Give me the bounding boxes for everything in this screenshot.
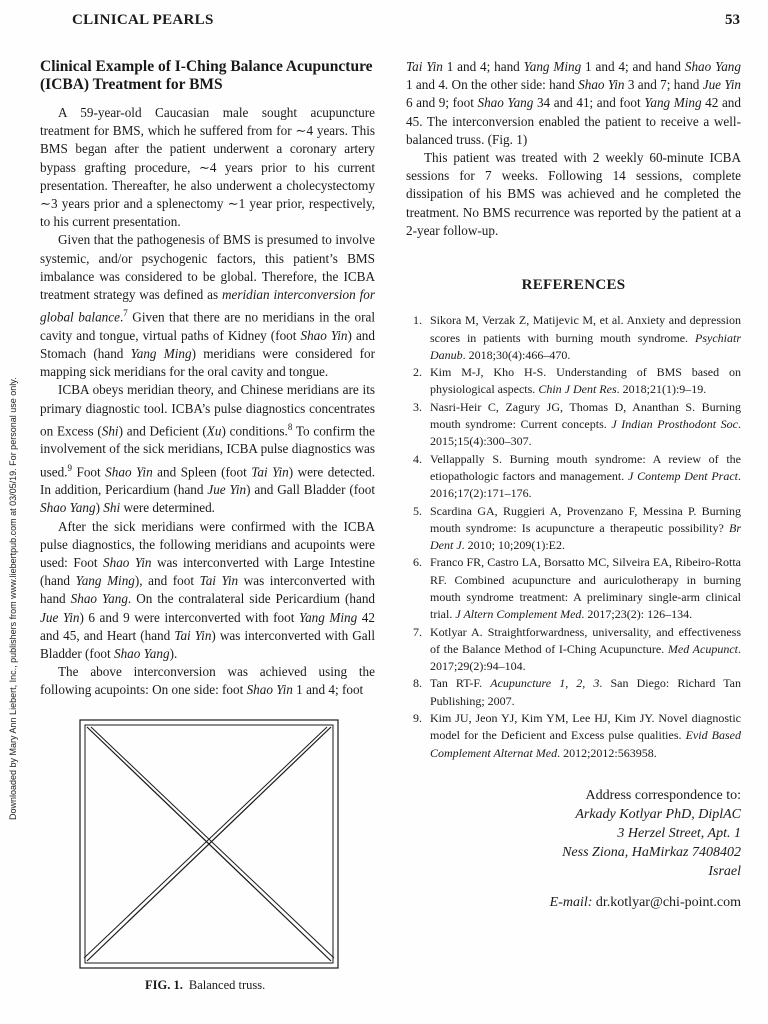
citation-9: 9 <box>67 462 72 473</box>
reference-item: 2. Kim M-J, Kho H-S. Understanding of BMS based on physiological aspects. Chin J Dent Res. 2018;21(1):9–19. <box>413 365 741 397</box>
address-line: Israel <box>708 863 741 879</box>
citation-7: 7 <box>123 308 128 319</box>
email-label: E-mail: <box>549 894 593 910</box>
email-line <box>406 893 741 912</box>
reference-item: 9. Kim JU, Jeon YJ, Kim YM, Lee HJ, Kim JY. Novel diagnostic model for the Deficient and Excess pulse qualities. Evid Based Complement Alternat Med. 2012;2012:563958. <box>413 711 741 760</box>
truss-diagonal-1b <box>91 727 334 958</box>
figure-caption <box>145 978 265 993</box>
running-header <box>72 12 740 34</box>
email-address[interactable]: dr.kotlyar@chi-point.com <box>595 894 741 910</box>
correspondence-address <box>406 786 741 912</box>
figure-label: FIG. 1. <box>145 978 183 992</box>
paragraph-4: After the sick meridians were confirmed with the ICBA pulse diagnostics, the following meridians and acupoints were used: Foot Shao Yin was interconverted with Large Intestine (hand Yang Ming), and foot Tai Yin was interconverted with hand Shao Yang. On the contralateral side Pericardium (hand Jue Yin) 6 and 9 were interconverted with foot Yang Ming 42 and 45, and Heart (hand Tai Yin) was interconverted with Gall Bladder (foot Shao Yang). <box>40 518 376 662</box>
download-notice-text: Downloaded by Mary Ann Liebert, Inc., publishers from www.liebertpub.com at 03/05/19. For personal use only. <box>8 377 18 820</box>
figure-caption-text: Balanced truss. <box>188 978 266 992</box>
paragraph-6: This patient was treated with 2 weekly 60-minute ICBA sessions for 7 weeks. Following 14 sessions, complete dissipation of his BMS was achieved and he completed the treatment. No BMS recurrence was reported by the patient at a 2-year follow-up. <box>406 150 741 238</box>
reference-item: 4. Vellappally S. Burning mouth syndrome: A review of the etiopathologic factors and management. J Contemp Dent Pract. 2016;17(2):171–176. <box>413 451 741 501</box>
reference-item: 6. Franco FR, Castro LA, Borsatto MC, Silveira EA, Ribeiro-Rotta RF. Combined acupuncture and auriculotherapy in burning mouth syndrome treatment: A preliminary single-arm clinical trial. J Altern Complement Med. 2017;23(2): 126–134. <box>413 555 741 622</box>
journal-section-title: CLINICAL PEARLS <box>72 12 214 28</box>
address-lead: Address correspondence to: <box>585 787 741 803</box>
references-heading: REFERENCES <box>521 277 626 294</box>
section-heading: Clinical Example of I-Ching Balance Acupuncture (ICBA) Treatment for BMS <box>40 58 373 93</box>
paragraph-3: ICBA obeys meridian theory, and Chinese meridians are its primary diagnostic tool. ICBA’s pulse diagnostics concentrates on Excess (Shi) and Deficient (Xu) conditions.$^8$ To confirm the involvement of the sick meridians, ICBA pulse diagnostics was used.$^9$ Foot Shao Yin and Spleen (foot Tai Yin) were detected. In addition, Pericardium (hand Jue Yin) and Gall Bladder (foot Shao Yang) Shi were determined. <box>40 382 375 516</box>
left-column <box>40 58 375 700</box>
paragraph-2: Given that the pathogenesis of BMS is presumed to involve systemic, and/or psychogenic factors, this patient’s BMS imbalance was considered to be global. Therefore, the ICBA treatment strategy was defined as meridian interconversion for global balance.$^7$ Given that there are no meridians in the oral cavity and tongue, virtual paths of Kidney (foot Shao Yin) and Stomach (hand Yang Ming) meridians were considered for mapping sick meridians for the oral cavity and tongue. <box>40 232 375 380</box>
reference-list <box>406 312 741 762</box>
paragraph-5-continued: Tai Yin 1 and 4; hand Yang Ming 1 and 4; and hand Shao Yang 1 and 4. On the other side: hand Shao Yin 3 and 7; hand Jue Yin 6 and 9; foot Shao Yang 34 and 41; and foot Yang Ming 42 and 45. The interconversion enabled the patient to receive a well-balanced truss. (Fig. 1) <box>406 59 741 147</box>
citation-8: 8 <box>287 421 293 432</box>
reference-item: 7. Kotlyar A. Straightforwardness, universality, and effectiveness of the Balance Method of I-Ching Acupuncture. Med Acupunct. 2017;29(2):94–104. <box>413 624 741 674</box>
download-notice <box>8 310 22 820</box>
right-column <box>406 58 741 912</box>
address-line: Ness Ziona, HaMirkaz 7408402 <box>562 844 741 860</box>
reference-item: 1. Sikora M, Verzak Z, Matijevic M, et al. Anxiety and depression scores in patients with burning mouth syndrome. Psychiatr Danub. 2018;30(4):466–470. <box>413 313 741 362</box>
address-line: Arkady Kotlyar PhD, DiplAC <box>575 806 741 822</box>
truss-diagonal-2b <box>84 727 327 958</box>
reference-item: 3. Nasri-Heir C, Zagury JG, Thomas D, Ananthan S. Burning mouth syndrome: Current concepts. J Indian Prosthodont Soc. 2015;15(4):300–307. <box>413 399 741 449</box>
reference-item: 8. Tan RT-F. Acupuncture 1, 2, 3. San Diego: Richard Tan Publishing; 2007. <box>413 676 742 708</box>
paragraph-1: A 59-year-old Caucasian male sought acupuncture treatment for BMS, which he suffered from for ∼4 years. This BMS began after the patient underwent a coronary artery bypass grafting procedure, ∼4 years prior to his current presentation. Thereafter, he also underwent a cholecystectomy ∼3 years prior and a splenectomy ∼1 year prior, respectively, to his current presentation. <box>40 105 375 230</box>
reference-item: 5. Scardina GA, Ruggieri A, Provenzano F, Messina P. Burning mouth syndrome: Is acupuncture a therapeutic possibility? Br Dent J. 2010; 10;209(1):E2. <box>413 503 741 553</box>
truss-diagram <box>60 710 370 972</box>
paragraph-5: The above interconversion was achieved using the following acupoints: On one side: foot Shao Yin 1 and 4; foot <box>40 664 375 698</box>
address-line: 3 Herzel Street, Apt. 1 <box>617 825 741 841</box>
page-number: 53 <box>725 12 740 28</box>
figure-balanced-truss <box>60 710 370 972</box>
